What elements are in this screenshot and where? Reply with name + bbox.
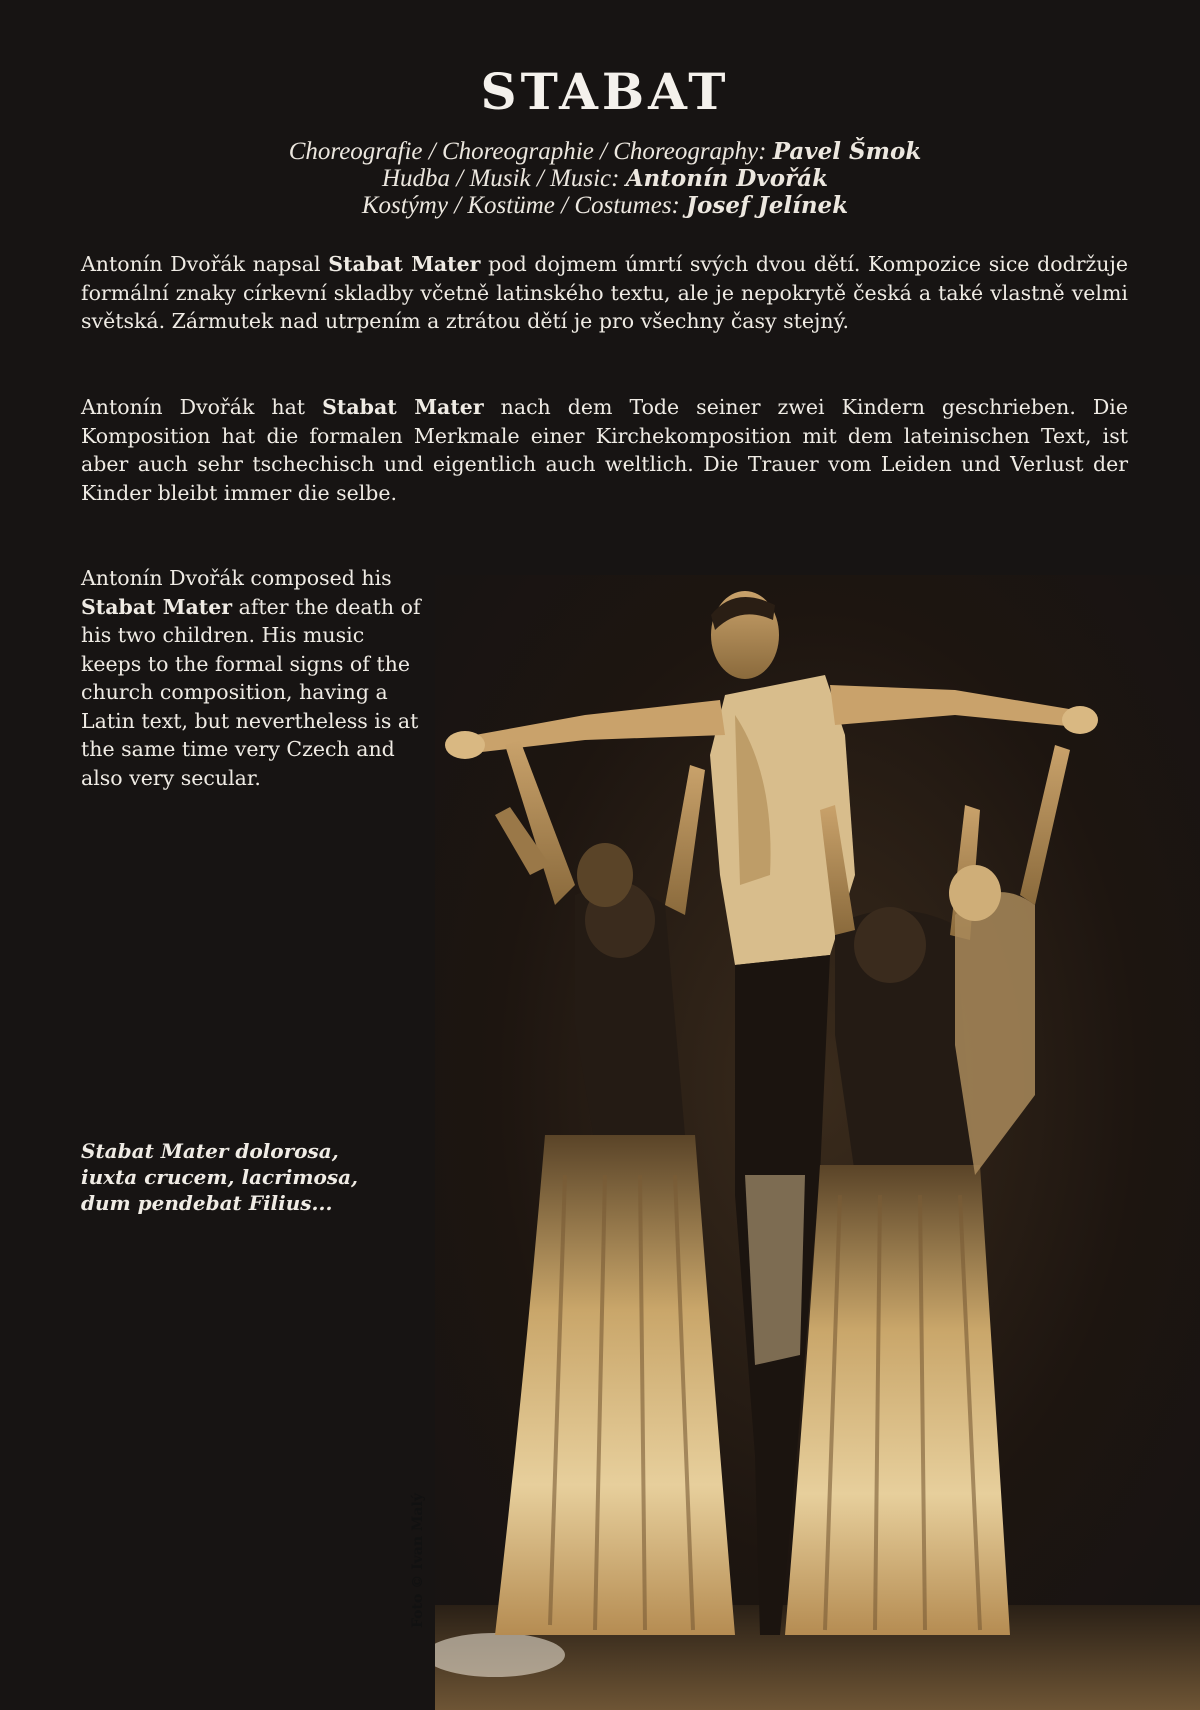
paragraph-text: Antonín Dvořák napsal (81, 252, 329, 276)
credits-block (0, 138, 1200, 219)
credit-label: Kostýmy / Kostüme / Costumes: (361, 192, 680, 219)
credit-line-music (0, 165, 1200, 192)
paragraph-text: pod dojmem úmrtí svých dvou dětí. Kompozice sice dodržuje formální znaky církevní skladby včetně latinského textu, ale je nepokrytě česká a také vlastně velmi světská. Zármutek nad utrpením a ztrátou dětí je pro všechny časy stejný. (81, 252, 1128, 333)
quote-line: dum pendebat Filius... (81, 1191, 333, 1215)
credit-name: Josef Jelínek (686, 192, 849, 219)
paragraph-czech (81, 250, 1128, 336)
quote-line: iuxta crucem, lacrimosa, (81, 1165, 359, 1189)
paragraph-german (81, 393, 1128, 507)
paragraph-bold: Stabat Mater (81, 594, 233, 619)
paragraph-text: Antonín Dvořák hat (81, 395, 323, 419)
paragraph-bold: Stabat Mater (322, 395, 484, 419)
paragraph-text: Antonín Dvořák composed his (81, 566, 392, 590)
paragraph-english (81, 564, 421, 792)
credit-label: Hudba / Musik / Music: (381, 165, 620, 192)
page-title: STABAT (480, 62, 730, 121)
quote-line: Stabat Mater dolorosa, (81, 1139, 339, 1163)
credit-name: Pavel Šmok (772, 138, 922, 165)
dance-photo (435, 575, 1200, 1710)
credit-name: Antonín Dvořák (625, 165, 829, 192)
credit-line-costumes (0, 192, 1200, 219)
credit-label: Choreografie / Choreographie / Choreography: (288, 138, 767, 165)
paragraph-text: after the death of his two children. His music keeps to the formal signs of the church composition, having a Latin text, but nevertheless is at the same time very Czech and also very secular. (81, 594, 421, 790)
paragraph-bold: Stabat Mater (328, 252, 481, 276)
paragraph-text: nach dem Tode seiner zwei Kindern geschrieben. Die Komposition hat die formalen Merkmale einer Kirchekomposition mit dem lateinischen Text, ist aber auch sehr tschechisch und eigentlich auch weltlich. Die Trauer vom Leiden und Verlust der Kinder bleibt immer die selbe. (81, 395, 1128, 505)
latin-quote (81, 1138, 421, 1216)
photo-credit: Foto © Ivan Malý (410, 1493, 426, 1628)
credit-line-choreography (0, 138, 1200, 165)
dance-photo-illustration (435, 575, 1200, 1710)
